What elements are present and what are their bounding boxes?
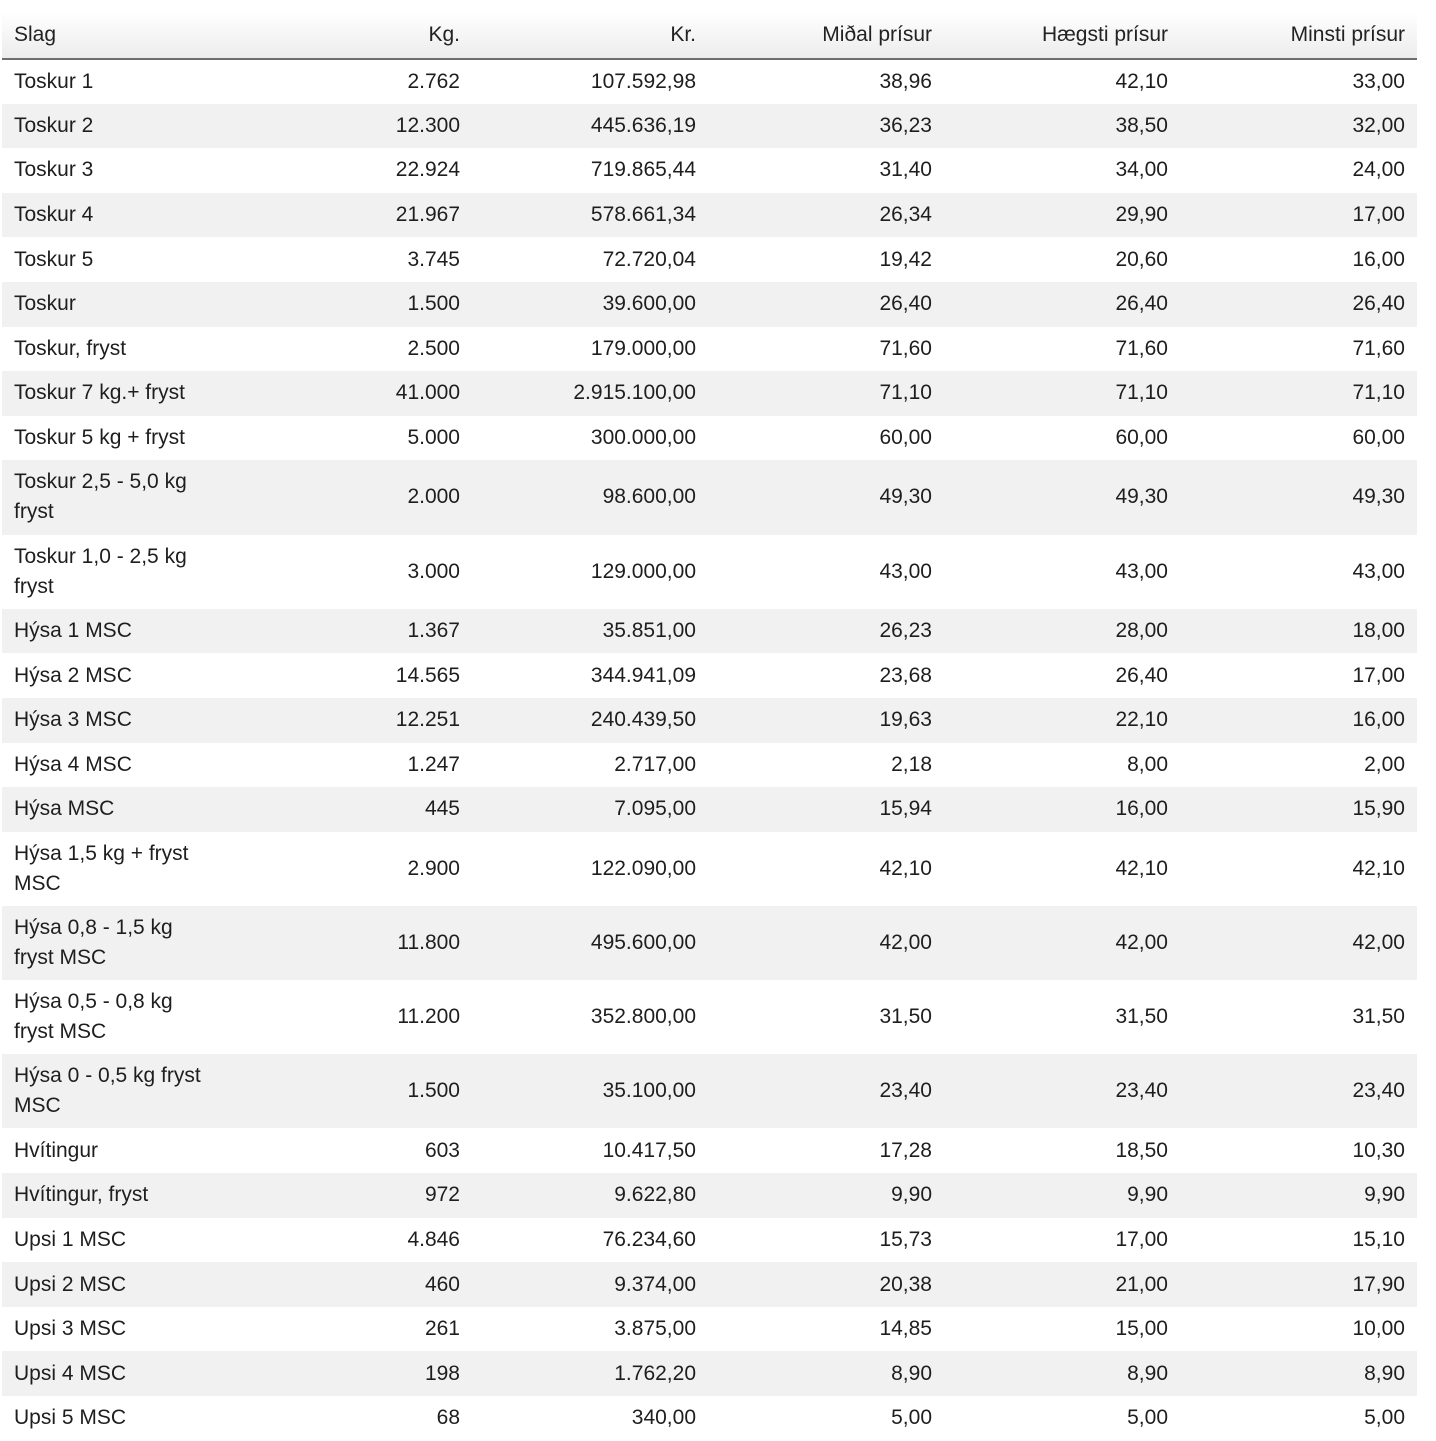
table-row — [2, 980, 1417, 1054]
cell-slag: Hýsa 2 MSC — [14, 663, 132, 687]
cell-slag: Hýsa 1,5 kg + fryst MSC — [14, 841, 189, 895]
cell-kg: 261 — [424, 1317, 460, 1341]
table-row — [2, 282, 1417, 327]
cell-minsti-prisur: 32,00 — [1352, 113, 1405, 137]
table-row — [2, 1054, 1417, 1128]
cell-kr: 9.374,00 — [614, 1272, 696, 1296]
header-haegsti-prisur[interactable]: Hægsti prísur — [944, 11, 1180, 59]
cell-midal-prisur: 2,18 — [891, 752, 932, 776]
table-row — [2, 1173, 1417, 1218]
table-row — [2, 193, 1417, 238]
table-row — [2, 104, 1417, 149]
cell-slag: Toskur 2,5 - 5,0 kg fryst — [14, 470, 187, 524]
cell-kr: 107.592,98 — [590, 69, 696, 93]
cell-haegsti-prisur: 38,50 — [1115, 113, 1168, 137]
cell-minsti-prisur: 60,00 — [1352, 426, 1405, 450]
cell-slag: Toskur 4 — [14, 203, 94, 227]
table-row — [2, 237, 1417, 282]
cell-slag: Upsi 2 MSC — [14, 1272, 127, 1296]
cell-kg: 12.300 — [395, 113, 460, 137]
cell-slag: Toskur 2 — [14, 113, 94, 137]
table-row — [2, 460, 1417, 534]
cell-slag: Upsi 5 MSC — [14, 1406, 127, 1430]
cell-slag: Hýsa 0 - 0,5 kg fryst MSC — [14, 1064, 201, 1118]
cell-minsti-prisur: 5,00 — [1364, 1406, 1405, 1430]
cell-slag: Toskur 3 — [14, 158, 94, 182]
table-row — [2, 59, 1417, 104]
cell-kr: 39.600,00 — [602, 292, 696, 316]
cell-haegsti-prisur: 17,00 — [1115, 1227, 1168, 1251]
cell-haegsti-prisur: 20,60 — [1115, 247, 1168, 271]
cell-kg: 603 — [424, 1138, 460, 1162]
cell-haegsti-prisur: 42,10 — [1115, 69, 1168, 93]
cell-haegsti-prisur: 34,00 — [1115, 158, 1168, 182]
cell-kg: 14.565 — [395, 663, 460, 687]
table-row — [2, 1307, 1417, 1352]
cell-minsti-prisur: 16,00 — [1352, 708, 1405, 732]
cell-minsti-prisur: 49,30 — [1352, 485, 1405, 509]
cell-kr: 7.095,00 — [614, 797, 696, 821]
cell-slag: Upsi 3 MSC — [14, 1317, 127, 1341]
cell-slag: Toskur 7 kg.+ fryst — [14, 381, 185, 405]
header-kg[interactable]: Kg. — [228, 11, 472, 59]
cell-kr: 2.915.100,00 — [573, 381, 696, 405]
table-body — [2, 59, 1417, 1441]
header-midal-prisur[interactable]: Miðal prísur — [708, 11, 944, 59]
cell-minsti-prisur: 18,00 — [1352, 619, 1405, 643]
cell-midal-prisur: 19,42 — [879, 247, 932, 271]
cell-kr: 352.800,00 — [590, 1005, 696, 1029]
cell-minsti-prisur: 10,30 — [1352, 1138, 1405, 1162]
cell-minsti-prisur: 8,90 — [1364, 1361, 1405, 1385]
cell-kr: 344.941,09 — [590, 663, 696, 687]
table-row — [2, 327, 1417, 372]
cell-kg: 2.762 — [407, 69, 460, 93]
cell-slag: Hýsa 0,5 - 0,8 kg fryst MSC — [14, 990, 173, 1044]
cell-haegsti-prisur: 23,40 — [1115, 1079, 1168, 1103]
cell-kg: 21.967 — [395, 203, 460, 227]
cell-kr: 72.720,04 — [602, 247, 696, 271]
table-row — [2, 653, 1417, 698]
cell-kg: 3.745 — [407, 247, 460, 271]
cell-kg: 972 — [424, 1183, 460, 1207]
cell-kr: 445.636,19 — [590, 113, 696, 137]
cell-haegsti-prisur: 49,30 — [1115, 485, 1168, 509]
cell-kg: 4.846 — [407, 1227, 460, 1251]
table-row — [2, 832, 1417, 906]
cell-minsti-prisur: 15,10 — [1352, 1227, 1405, 1251]
price-table-container — [2, 11, 1417, 1441]
cell-haegsti-prisur: 18,50 — [1115, 1138, 1168, 1162]
table-row — [2, 148, 1417, 193]
header-minsti-prisur[interactable]: Minsti prísur — [1180, 11, 1417, 59]
cell-kg: 22.924 — [395, 158, 460, 182]
cell-midal-prisur: 26,23 — [879, 619, 932, 643]
cell-haegsti-prisur: 29,90 — [1115, 203, 1168, 227]
cell-midal-prisur: 49,30 — [879, 485, 932, 509]
cell-midal-prisur: 9,90 — [891, 1183, 932, 1207]
table-row — [2, 1396, 1417, 1441]
cell-midal-prisur: 15,94 — [879, 797, 932, 821]
cell-minsti-prisur: 9,90 — [1364, 1183, 1405, 1207]
cell-slag: Toskur 5 — [14, 247, 94, 271]
cell-slag: Toskur 1 — [14, 69, 94, 93]
table-row — [2, 1351, 1417, 1396]
header-kr[interactable]: Kr. — [472, 11, 708, 59]
cell-slag: Hýsa MSC — [14, 797, 115, 821]
cell-minsti-prisur: 42,10 — [1352, 856, 1405, 880]
header-slag[interactable]: Slag — [2, 11, 228, 59]
cell-slag: Upsi 1 MSC — [14, 1227, 127, 1251]
cell-midal-prisur: 19,63 — [879, 708, 932, 732]
cell-kr: 495.600,00 — [590, 930, 696, 954]
header-row — [2, 11, 1417, 59]
cell-kg: 3.000 — [407, 559, 460, 583]
cell-kg: 198 — [424, 1361, 460, 1385]
cell-minsti-prisur: 16,00 — [1352, 247, 1405, 271]
cell-kg: 2.500 — [407, 336, 460, 360]
cell-midal-prisur: 26,34 — [879, 203, 932, 227]
cell-minsti-prisur: 2,00 — [1364, 752, 1405, 776]
cell-minsti-prisur: 15,90 — [1352, 797, 1405, 821]
cell-kg: 41.000 — [395, 381, 460, 405]
cell-slag: Hýsa 1 MSC — [14, 619, 132, 643]
cell-kr: 35.851,00 — [602, 619, 696, 643]
table-row — [2, 1218, 1417, 1263]
cell-minsti-prisur: 33,00 — [1352, 69, 1405, 93]
table-header — [2, 11, 1417, 59]
cell-midal-prisur: 42,10 — [879, 856, 932, 880]
cell-haegsti-prisur: 60,00 — [1115, 426, 1168, 450]
cell-minsti-prisur: 10,00 — [1352, 1317, 1405, 1341]
cell-slag: Hýsa 3 MSC — [14, 708, 132, 732]
cell-minsti-prisur: 42,00 — [1352, 930, 1405, 954]
cell-haegsti-prisur: 9,90 — [1127, 1183, 1168, 1207]
cell-kg: 1.500 — [407, 1079, 460, 1103]
cell-kg: 11.800 — [397, 930, 460, 954]
cell-haegsti-prisur: 28,00 — [1115, 619, 1168, 643]
cell-midal-prisur: 8,90 — [891, 1361, 932, 1385]
cell-slag: Hýsa 4 MSC — [14, 752, 132, 776]
cell-minsti-prisur: 26,40 — [1352, 292, 1405, 316]
cell-slag: Upsi 4 MSC — [14, 1361, 127, 1385]
cell-kg: 1.247 — [407, 752, 460, 776]
cell-haegsti-prisur: 42,00 — [1115, 930, 1168, 954]
cell-haegsti-prisur: 71,60 — [1115, 336, 1168, 360]
cell-minsti-prisur: 17,90 — [1352, 1272, 1405, 1296]
table-row — [2, 698, 1417, 743]
cell-kr: 98.600,00 — [602, 485, 696, 509]
cell-kr: 10.417,50 — [602, 1138, 696, 1162]
cell-minsti-prisur: 17,00 — [1352, 663, 1405, 687]
cell-kr: 35.100,00 — [602, 1079, 696, 1103]
cell-midal-prisur: 60,00 — [879, 426, 932, 450]
cell-haegsti-prisur: 8,00 — [1127, 752, 1168, 776]
cell-haegsti-prisur: 8,90 — [1127, 1361, 1168, 1385]
table-row — [2, 787, 1417, 832]
cell-slag: Toskur 5 kg + fryst — [14, 426, 185, 450]
cell-kr: 578.661,34 — [590, 203, 696, 227]
cell-midal-prisur: 71,10 — [879, 381, 932, 405]
cell-kg: 11.200 — [397, 1005, 460, 1029]
cell-midal-prisur: 14,85 — [879, 1317, 932, 1341]
cell-midal-prisur: 15,73 — [879, 1227, 932, 1251]
cell-haegsti-prisur: 21,00 — [1115, 1272, 1168, 1296]
cell-kg: 1.367 — [407, 619, 460, 643]
table-row — [2, 1262, 1417, 1307]
cell-kg: 460 — [424, 1272, 460, 1296]
cell-midal-prisur: 31,40 — [879, 158, 932, 182]
table-row — [2, 609, 1417, 654]
table-row — [2, 371, 1417, 416]
cell-haegsti-prisur: 22,10 — [1115, 708, 1168, 732]
cell-midal-prisur: 38,96 — [879, 69, 932, 93]
cell-kr: 9.622,80 — [614, 1183, 696, 1207]
table-row — [2, 416, 1417, 461]
cell-kr: 76.234,60 — [602, 1227, 696, 1251]
cell-midal-prisur: 36,23 — [879, 113, 932, 137]
cell-kg: 445 — [424, 797, 460, 821]
cell-kr: 340,00 — [631, 1406, 696, 1430]
cell-haegsti-prisur: 42,10 — [1115, 856, 1168, 880]
cell-kr: 129.000,00 — [590, 559, 696, 583]
cell-midal-prisur: 23,68 — [879, 663, 932, 687]
cell-kr: 1.762,20 — [614, 1361, 696, 1385]
cell-kr: 179.000,00 — [590, 336, 696, 360]
cell-minsti-prisur: 24,00 — [1352, 158, 1405, 182]
cell-minsti-prisur: 17,00 — [1352, 203, 1405, 227]
cell-kg: 68 — [436, 1406, 460, 1430]
cell-midal-prisur: 17,28 — [879, 1138, 932, 1162]
cell-slag: Hvítingur — [14, 1138, 99, 1162]
cell-midal-prisur: 42,00 — [879, 930, 932, 954]
table-row — [2, 535, 1417, 609]
cell-kr: 122.090,00 — [590, 856, 696, 880]
cell-haegsti-prisur: 26,40 — [1115, 292, 1168, 316]
cell-kr: 3.875,00 — [614, 1317, 696, 1341]
cell-haegsti-prisur: 26,40 — [1115, 663, 1168, 687]
cell-slag: Hýsa 0,8 - 1,5 kg fryst MSC — [14, 915, 173, 969]
cell-minsti-prisur: 43,00 — [1352, 559, 1405, 583]
cell-kr: 719.865,44 — [590, 158, 696, 182]
cell-kr: 240.439,50 — [590, 708, 696, 732]
cell-minsti-prisur: 23,40 — [1352, 1079, 1405, 1103]
cell-midal-prisur: 20,38 — [879, 1272, 932, 1296]
price-table — [2, 11, 1417, 1441]
cell-haegsti-prisur: 15,00 — [1115, 1317, 1168, 1341]
cell-kg: 2.000 — [407, 485, 460, 509]
cell-slag: Toskur — [14, 292, 76, 316]
cell-kg: 5.000 — [407, 426, 460, 450]
cell-haegsti-prisur: 71,10 — [1115, 381, 1168, 405]
cell-minsti-prisur: 31,50 — [1352, 1005, 1405, 1029]
cell-kg: 12.251 — [395, 708, 460, 732]
cell-haegsti-prisur: 43,00 — [1115, 559, 1168, 583]
cell-minsti-prisur: 71,10 — [1352, 381, 1405, 405]
cell-midal-prisur: 43,00 — [879, 559, 932, 583]
cell-haegsti-prisur: 31,50 — [1115, 1005, 1168, 1029]
cell-slag: Toskur 1,0 - 2,5 kg fryst — [14, 544, 187, 598]
table-row — [2, 1128, 1417, 1173]
table-row — [2, 743, 1417, 788]
cell-midal-prisur: 31,50 — [879, 1005, 932, 1029]
cell-midal-prisur: 5,00 — [891, 1406, 932, 1430]
cell-kr: 2.717,00 — [614, 752, 696, 776]
cell-haegsti-prisur: 5,00 — [1127, 1406, 1168, 1430]
cell-slag: Toskur, fryst — [14, 336, 127, 360]
table-row — [2, 906, 1417, 980]
cell-midal-prisur: 26,40 — [879, 292, 932, 316]
cell-kg: 2.900 — [407, 856, 460, 880]
cell-kr: 300.000,00 — [590, 426, 696, 450]
cell-slag: Hvítingur, fryst — [14, 1183, 149, 1207]
cell-minsti-prisur: 71,60 — [1352, 336, 1405, 360]
cell-midal-prisur: 23,40 — [879, 1079, 932, 1103]
cell-haegsti-prisur: 16,00 — [1115, 797, 1168, 821]
cell-midal-prisur: 71,60 — [879, 336, 932, 360]
cell-kg: 1.500 — [407, 292, 460, 316]
